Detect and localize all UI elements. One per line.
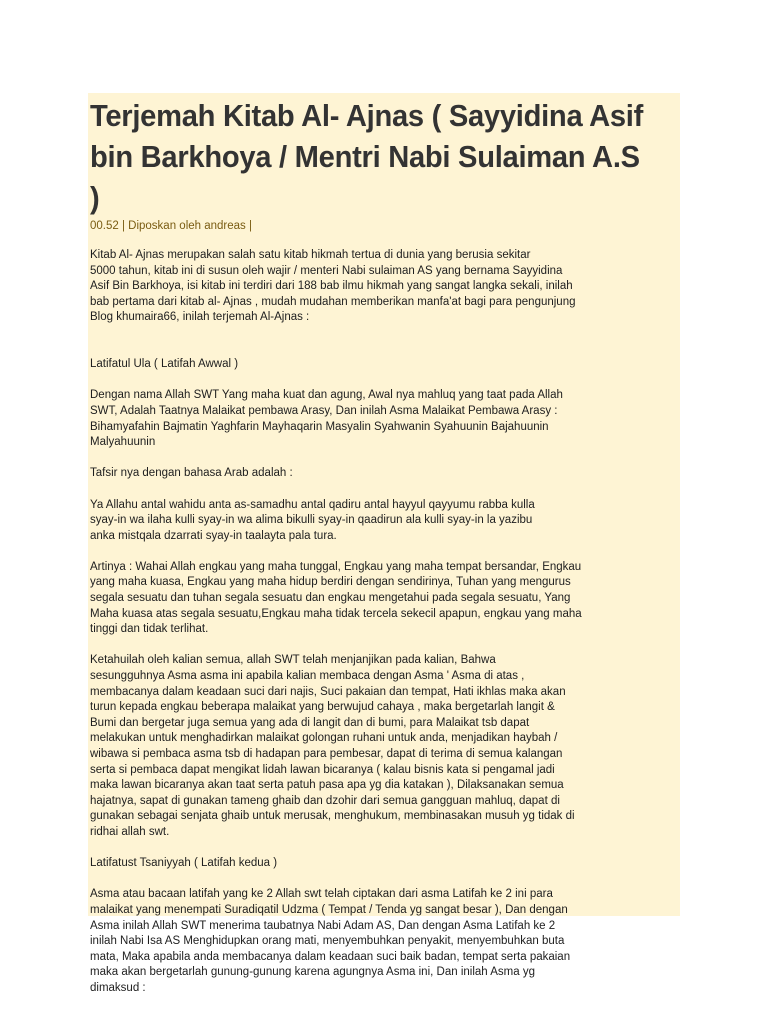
paragraph-2: Tafsir nya dengan bahasa Arab adalah :: [90, 467, 293, 480]
section-heading-2: Latifatust Tsaniyyah ( Latifah kedua ): [90, 857, 278, 870]
intro-paragraph: Kitab Al- Ajnas merupakan salah satu kitab hikmah tertua di dunia yang berusia sekitar 5000 tahun, kitab ini di susun oleh wajir / menteri Nabi sulaiman AS yang bernama Sayyidina Asif Bin Barkhoya, isi kitab ini terdiri dari 188 bab ilmu hikmah yang sangat langka sekali, inilah bab pertama dari kitab al- Ajnas , mudah mudahan memberikan manfa'at bagi para pengunjung Blog khumaira66, inilah terjemah Al-Ajnas :: [90, 249, 576, 324]
post-body: [90, 248, 680, 997]
paragraph-5: Ketahuilah oleh kalian semua, allah SWT telah menjanjikan pada kalian, Bahwa sesungguhnya Asma asma ini apabila kalian membaca dengan Asma ' Asma di atas , membacanya dalam keadaan suci dari najis, Suci pakaian dan tempat, Hati ikhlas maka akan turun kepada engkau beberapa malaikat yang berwujud cahaya , maka bergetarlah langit & Bumi dan bergetar juga semua yang ada di langit dan di bumi, para Malaikat tsb dapat melakukan untuk menghadirkan malaikat golongan ruhani untuk anda, menjadikan haybah / wibawa si pembaca asma tsb di hadapan para pembesar, dapat di terima di semua kalangan serta si pembaca dapat mengikat lidah lawan bicaranya ( kalau bisnis kata si pengamal jadi maka lawan bicaranya akan taat serta patuh pasa apa yg dia katakan ), Dilaksanakan semua hajatnya, sapat di gunakan tameng ghaib dan dzohir dari semua gangguan mahluq, dapat di gunakan sebagai senjata ghaib untuk merusak, menghukum, membinasakan musuh yg tidak di ridhai allah swt.: [90, 654, 575, 838]
blog-post: [88, 93, 680, 994]
post-title: Terjemah Kitab Al- Ajnas ( Sayyidina Asif bin Barkhoya / Mentri Nabi Sulaiman A.S ): [90, 98, 644, 215]
post-meta[interactable]: 00.52 | Diposkan oleh andreas |: [90, 220, 252, 232]
paragraph-1: Dengan nama Allah SWT Yang maha kuat dan agung, Awal nya mahluq yang taat pada Allah SWT, Adalah Taatnya Malaikat pembawa Arasy, Dan inilah Asma Malaikat Pembawa Arasy : Bihamyafahin Bajmatin Yaghfarin Mayhaqarin Masyalin Syahwanin Syahuunin Bajahuunin Malyahuunin: [90, 389, 563, 449]
paragraph-6: Asma atau bacaan latifah yang ke 2 Allah swt telah ciptakan dari asma Latifah ke 2 ini para malaikat yang menempati Suradiqatil Udzma ( Tempat / Tenda yg sangat besar ), Dan dengan Asma inilah Allah SWT menerima taubatnya Nabi Adam AS, Dan dengan Asma Latifah ke 2 inilah Nabi Isa AS Menghidupkan orang mati, menyembuhkan penyakit, menyembuhkan buta mata, Maka apabila anda membacanya dalam keadaan suci baik badan, tempat serta pakaian maka akan bergetarlah gunung-gunung karena agungnya Asma ini, Dan inilah Asma yg dimaksud :: [90, 888, 571, 994]
spacer: [90, 342, 674, 358]
paragraph-3: Ya Allahu antal wahidu anta as-samadhu antal qadiru antal hayyul qayyumu rabba kulla syay-in wa ilaha kulli syay-in wa alima bikulli syay-in qaadirun ala kulli syay-in la yazibu anka mistqala dzarrati syay-in taalayta pala tura.: [90, 498, 535, 542]
section-heading-1: Latifatul Ula ( Latifah Awwal ): [90, 358, 239, 371]
paragraph-4: Artinya : Wahai Allah engkau yang maha tunggal, Engkau yang maha tempat bersandar, Engkau yang maha kuasa, Engkau yang maha hidup berdiri dengan sendirinya, Tuhan yang mengurus segala sesuatu dan tuhan segala sesuatu dan engkau mengetahui pada segala sesuatu, Yang Maha kuasa atas segala sesuatu,Engkau maha tidak tercela sekecil apapun, engkau yang maha tinggi dan tidak terlihat.: [90, 560, 582, 636]
